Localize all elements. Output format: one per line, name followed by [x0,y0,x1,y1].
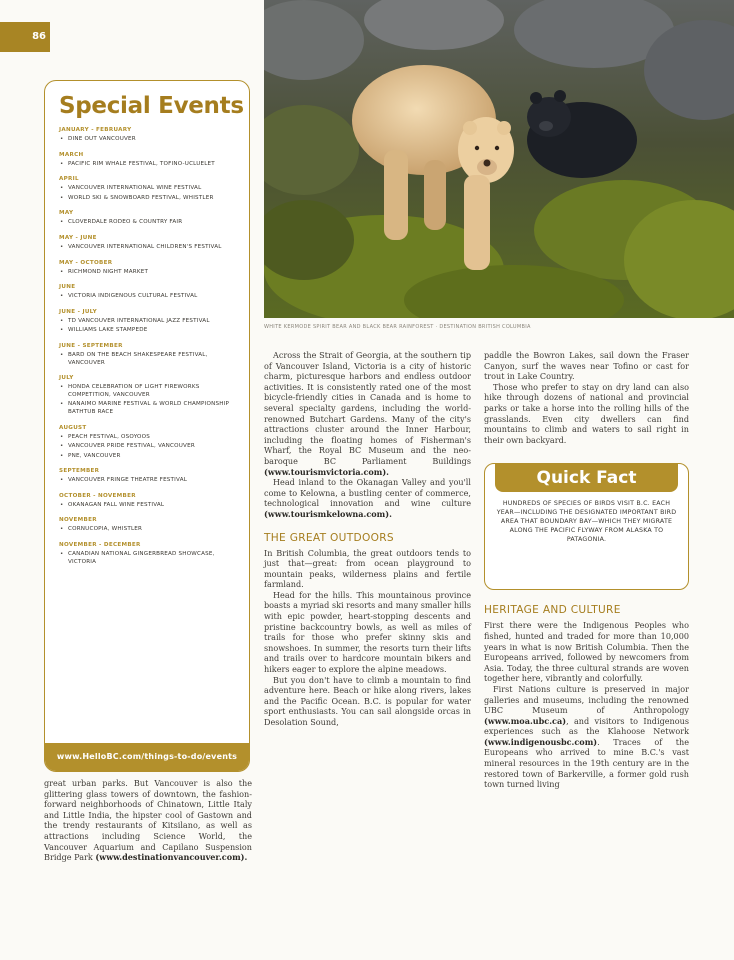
quick-fact-text: HUNDREDS OF SPECIES OF BIRDS VISIT B.C. EACH YEAR—INCLUDING THE DESIGNATED IMPORTANT BIRD AREA THAT BOUNDARY BAY—WHICH THEY MIGRATE ALONG THE PACIFIC FLYWAY FROM ALASKA TO PATAGONIA. [496,500,677,544]
special-events-title: Special Events [59,93,244,119]
column-3 [484,350,689,790]
paragraph: Across the Strait of Georgia, at the southern tip of Vancouver Island, Victoria is a city of historic charm, picturesque harbors and endless outdoor activities. It is consistently rated one of the most bicycle-friendly cities in Canada and is home to several specialty gardens, including the world-renowned Butchart Gardens. Many of the city's attractions cluster around the Inner Harbour, including the floating homes of Fisherman's Wharf, the Royal BC Museum and the neo-baroque BC Parliament Buildings (www.tourismvictoria.com). [264,350,471,477]
event-item: • VANCOUVER INTERNATIONAL WINE FESTIVAL [59,185,239,193]
event-item: • WORLD SKI & SNOWBOARD FESTIVAL, WHISTLER [59,195,239,203]
link[interactable]: (www.tourismvictoria.com). [264,466,389,477]
special-events-box [44,80,250,772]
event-item: • PEACH FESTIVAL, OSOYOOS [59,434,239,442]
paragraph: First Nations culture is preserved in major galleries and museums, including the renowned UBC Museum of Anthropology (www.moa.ubc.ca), and visitors to Indigenous experiences such as the Klahoose Network (www.indigenousbc.com). Traces of the Europeans who arrived to mine B.C.'s vast mineral resources in the 19th century are in the restored town of Barkerville, a former gold rush town turned living [484,683,689,790]
event-item: • VICTORIA INDIGENOUS CULTURAL FESTIVAL [59,293,239,301]
event-item: • NANAIMO MARINE FESTIVAL & WORLD CHAMPIONSHIP BATHTUB RACE [59,401,239,416]
event-item: • PNE, VANCOUVER [59,453,239,461]
event-item: • CORNUCOPIA, WHISTLER [59,526,239,534]
bear-photo [264,0,734,318]
event-item: • VANCOUVER PRIDE FESTIVAL, VANCOUVER [59,443,239,451]
section-heading-outdoors: THE GREAT OUTDOORS [264,531,394,544]
events-footer-link[interactable]: www.HelloBC.com/things-to-do/events [45,743,249,771]
events-list [45,126,249,566]
link[interactable]: (www.indigenousbc.com) [484,736,598,747]
quick-fact-title: Quick Fact [495,464,678,492]
event-item: • HONDA CELEBRATION OF LIGHT FIREWORKS COMPETITION, VANCOUVER [59,384,239,399]
bear-photo-illustration [264,0,734,318]
event-item: • TD VANCOUVER INTERNATIONAL JAZZ FESTIVAL [59,318,239,326]
event-month: NOVEMBER - DECEMBER [59,542,141,549]
event-month: SEPTEMBER [59,468,100,475]
event-month: JUNE - JULY [59,308,98,315]
link[interactable]: (www.destinationvancouver.com). [95,852,248,863]
column-2 [264,350,471,728]
event-month: JULY [59,375,74,382]
paragraph: In British Columbia, the great outdoors tends to just that—great: from ocean playground to mountain peaks, wilderness plains and fertile farmland. [264,547,471,590]
event-item: • RICHMOND NIGHT MARKET [59,269,239,277]
link[interactable]: (www.moa.ubc.ca) [484,715,567,726]
event-month: APRIL [59,176,79,183]
event-item: • PACIFIC RIM WHALE FESTIVAL, TOFINO-UCLUELET [59,161,239,169]
page-number-tab [0,22,50,52]
paragraph: paddle the Bowron Lakes, sail down the Fraser Canyon, surf the waves near Tofino or cast for trout in Lake Country. [484,350,689,382]
link[interactable]: (www.tourismkelowna.com). [264,508,392,519]
event-month: MAY [59,210,74,217]
event-item: • WILLIAMS LAKE STAMPEDE [59,327,239,335]
quick-fact-box [484,463,689,590]
paragraph: Those who prefer to stay on dry land can also hike through dozens of national and provincial parks or take a horse into the rolling hills of the grasslands. Even city dwellers can find mountains to climb and waters to sail right in their own backyard. [484,381,689,445]
paragraph: But you don't have to climb a mountain to find adventure here. Beach or hike along rivers, lakes and the Pacific Ocean. B.C. is popular for water sport enthusiasts. You can sail alongside orcas in Desolation Sound, [264,674,471,727]
event-month: MARCH [59,151,84,158]
paragraph: Head inland to the Okanagan Valley and you'll come to Kelowna, a bustling center of commerce, technological innovation and wine culture (www.tourismkelowna.com). [264,477,471,519]
event-month: JANUARY - FEBRUARY [59,127,132,133]
event-item: • OKANAGAN FALL WINE FESTIVAL [59,502,239,510]
page-number: 86 [32,31,46,42]
event-item: • BARD ON THE BEACH SHAKESPEARE FESTIVAL, VANCOUVER [59,352,239,367]
event-month: JUNE [59,284,76,291]
event-item: • DINE OUT VANCOUVER [59,136,239,144]
paragraph: Head for the hills. This mountainous province boasts a myriad ski resorts and many smaller hills with epic powder, heart-stopping descents and pristine backcountry bowls, as well as miles of trails for those who prefer skinny skis and snowshoes. In summer, the resorts turn their lifts and trails over to hardcore mountain bikers and hikers eager to explore the alpine meadows. [264,589,471,675]
event-item: • CLOVERDALE RODEO & COUNTRY FAIR [59,219,239,227]
section-heading-heritage: HERITAGE AND CULTURE [484,604,621,617]
column-1 [44,778,252,863]
paragraph: great urban parks. But Vancouver is also the glittering glass towers of downtown, the fashion-forward neighborhoods of Chinatown, Little Italy and Little India, the hipster cool of Gastown and the trendy restaurants of Kitsilano, as well as attractions including Science World, the Vancouver Aquarium and Capilano Suspension Bridge Park (www.destinationvancouver.com). [44,778,252,863]
event-item: • CANADIAN NATIONAL GINGERBREAD SHOWCASE, VICTORIA [59,551,239,566]
event-month: MAY - OCTOBER [59,259,113,266]
event-month: AUGUST [59,424,87,431]
event-item: • VANCOUVER FRINGE THEATRE FESTIVAL [59,477,239,485]
photo-caption: WHITE KERMODE SPIRIT BEAR AND BLACK BEAR RAINFOREST · DESTINATION BRITISH COLUMBIA [264,324,531,330]
paragraph: First there were the Indigenous Peoples who fished, hunted and traded for more than 10,000 years in what is now British Columbia. Then the Europeans arrived, followed by newcomers from Asia. Today, the three cultural strands are woven together here, vibrantly and colorfully. [484,620,689,684]
event-month: MAY - JUNE [59,234,97,241]
event-month: NOVEMBER [59,517,97,524]
event-month: JUNE - SEPTEMBER [59,342,123,349]
event-month: OCTOBER - NOVEMBER [59,492,136,499]
event-item: • VANCOUVER INTERNATIONAL CHILDREN'S FESTIVAL [59,244,239,252]
